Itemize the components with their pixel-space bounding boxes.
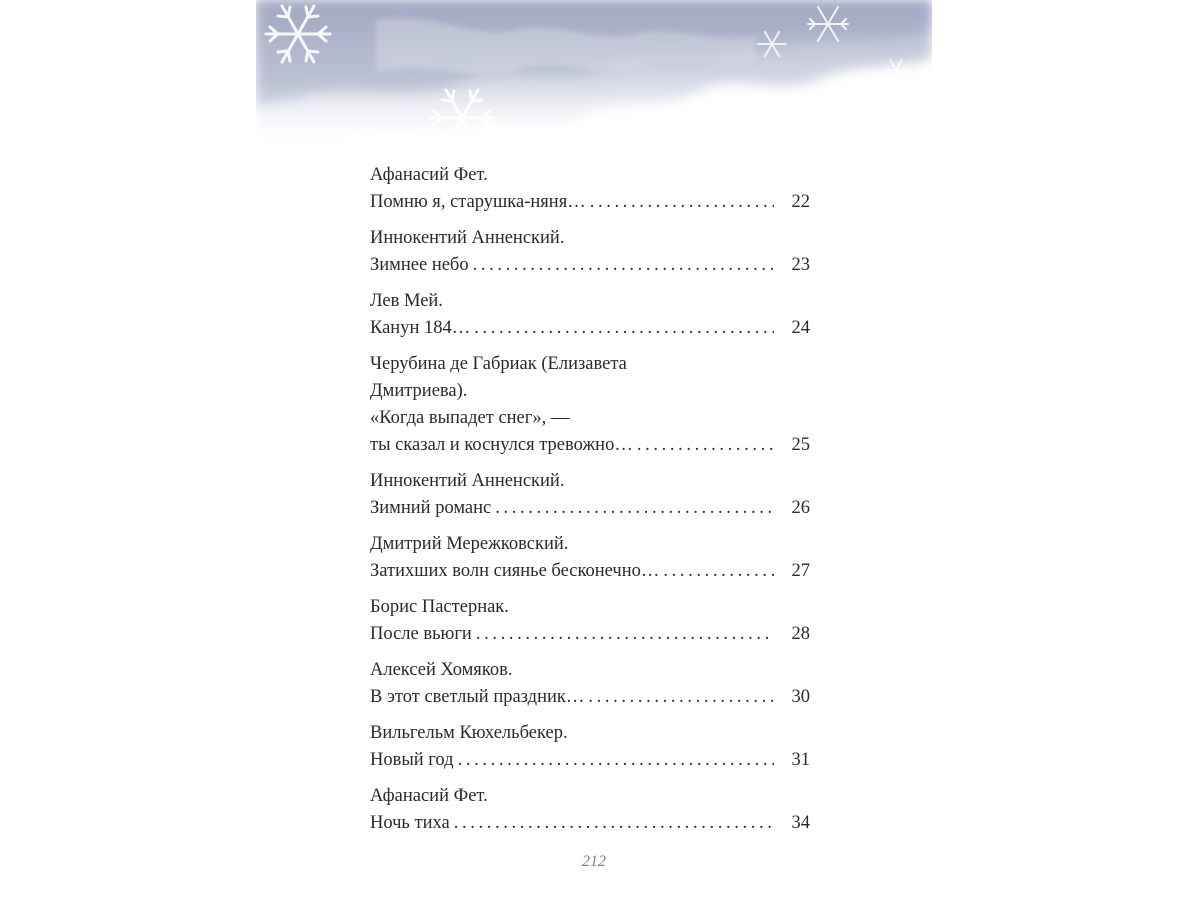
toc-entry[interactable] (370, 657, 810, 711)
toc-leader-dots (474, 315, 774, 342)
toc-page-number: 25 (791, 435, 810, 455)
toc-title-row (370, 432, 810, 459)
toc-author: Афанасий Фет. (370, 786, 488, 806)
toc-entry[interactable] (370, 288, 810, 342)
toc-page-number: 23 (791, 255, 810, 275)
toc-title: ты сказал и коснулся тревожно… (370, 435, 633, 455)
toc-leader-dots (637, 432, 774, 459)
page-number: 212 (582, 853, 606, 870)
toc-title-row (370, 252, 810, 279)
toc-leader-dots (588, 684, 774, 711)
toc-entry[interactable] (370, 351, 810, 459)
toc-author: Алексей Хомяков. (370, 660, 513, 680)
toc-title: После вьюги (370, 624, 472, 644)
toc-page-number: 26 (791, 498, 810, 518)
book-page (256, 0, 932, 900)
toc-page-number: 24 (791, 318, 810, 338)
toc-title-row (370, 558, 810, 585)
toc-author: Вильгельм Кюхельбекер. (370, 723, 568, 743)
toc-leader-dots (454, 810, 774, 837)
toc-leader-dots (590, 189, 774, 216)
toc-title: Зимнее небо (370, 255, 469, 275)
toc-title: Помню я, старушка-няня… (370, 192, 586, 212)
toc-title-row (370, 747, 810, 774)
toc-author: Иннокентий Анненский. (370, 228, 565, 248)
toc-title-row (370, 684, 810, 711)
toc-leader-dots (473, 252, 774, 279)
toc-title: Канун 184… (370, 318, 471, 338)
toc-title-row (370, 315, 810, 342)
toc-page-number: 31 (791, 750, 810, 770)
toc-title: Зимний романс (370, 498, 492, 518)
toc-leader-dots (458, 747, 774, 774)
watercolor-snow-header (256, 0, 932, 165)
toc-entry[interactable] (370, 783, 810, 837)
toc-author: Иннокентий Анненский. (370, 471, 565, 491)
toc-title: В этот светлый праздник… (370, 687, 585, 707)
toc-page-number: 22 (791, 192, 810, 212)
toc-title-line: «Когда выпадет снег», — (370, 408, 570, 428)
toc-title: Затихших волн сиянье бесконечно… (370, 561, 660, 581)
toc-entry[interactable] (370, 720, 810, 774)
toc-page-number: 34 (791, 813, 810, 833)
toc-author: Дмитрий Мережковский. (370, 534, 569, 554)
toc-title: Ночь тиха (370, 813, 450, 833)
toc-title-row (370, 810, 810, 837)
toc-page-number: 27 (791, 561, 810, 581)
toc-entry[interactable] (370, 162, 810, 216)
toc-author: Афанасий Фет. (370, 165, 488, 185)
toc-leader-dots (495, 495, 774, 522)
toc-leader-dots (663, 558, 774, 585)
toc-title: Новый год (370, 750, 454, 770)
toc-title-row (370, 495, 810, 522)
table-of-contents (370, 162, 810, 846)
toc-entry[interactable] (370, 531, 810, 585)
toc-entry[interactable] (370, 468, 810, 522)
toc-page-number: 30 (791, 687, 810, 707)
toc-page-number: 28 (791, 624, 810, 644)
toc-title-row (370, 189, 810, 216)
toc-author: Дмитриева). (370, 381, 468, 401)
toc-entry[interactable] (370, 594, 810, 648)
toc-author: Борис Пастернак. (370, 597, 509, 617)
toc-author: Лев Мей. (370, 291, 443, 311)
toc-entry[interactable] (370, 225, 810, 279)
toc-title-row (370, 621, 810, 648)
toc-leader-dots (476, 621, 774, 648)
toc-author: Черубина де Габриак (Елизавета (370, 354, 627, 374)
